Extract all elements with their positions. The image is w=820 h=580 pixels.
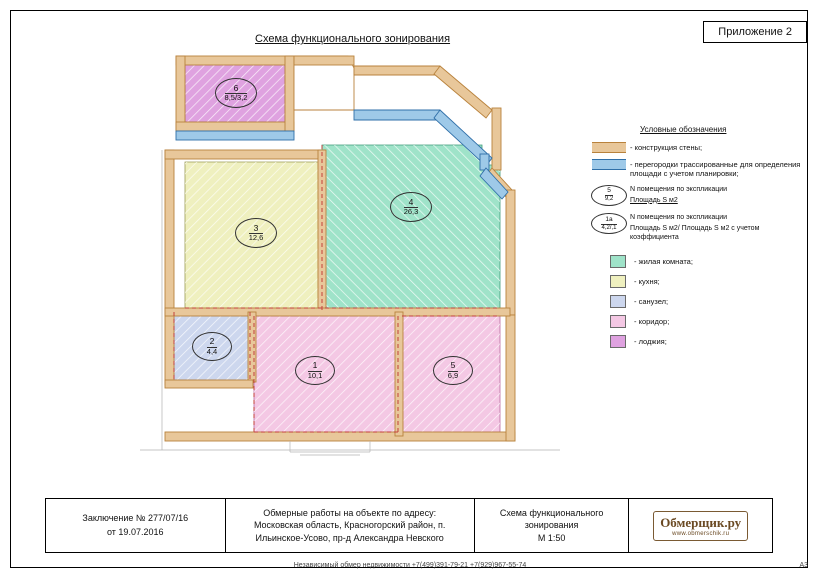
swatch-corridor <box>610 315 626 328</box>
legend-color-corridor-label: - коридор; <box>634 316 670 326</box>
marker-coeff-number: 1а <box>605 215 613 223</box>
legend-color-living-label: - жилая комната; <box>634 256 693 266</box>
company-site: www.obmerschik.ru <box>672 530 730 537</box>
legend-color-list <box>588 255 803 348</box>
legend-item-wall <box>588 142 803 153</box>
address-heading: Обмерные работы на объекте по адресу: <box>263 508 437 519</box>
marker-coeff-area: 4,2/,1 <box>601 224 617 231</box>
marker-coeff-caption-2: Площадь S м2/ Площадь S м2 с учетом коэффициента <box>630 225 760 241</box>
legend-color-loggia-label: - лоджия; <box>634 336 667 346</box>
marker-caption-1: N помещения по экспликации <box>630 185 728 193</box>
company-stamp <box>653 511 748 541</box>
legend-color-living <box>588 255 803 268</box>
legend-item-wall-label: - конструкция стены; <box>630 143 703 152</box>
legend-title: Условные обозначения <box>640 125 727 134</box>
footer <box>0 562 820 569</box>
sheet-size: A3 <box>799 562 808 569</box>
room-label-5: 5 6,9 <box>433 356 473 385</box>
footer-contacts: Независимый обмер недвижимости +7(499)391-79-21 +7(929)967-55-74 <box>293 562 527 569</box>
room-marker-icon <box>588 185 630 206</box>
marker-area: 9,2 <box>604 196 614 202</box>
room-label-3: 3 12,6 <box>235 218 277 248</box>
address-line-2: Московская область, Красногорский район, п. <box>253 520 446 531</box>
legend-color-bath <box>588 295 803 308</box>
scheme-line-2: зонирования <box>524 520 579 531</box>
room-marker-coeff-icon <box>588 213 630 234</box>
legend-marker-coeff <box>588 213 803 244</box>
marker-coeff-caption-1: N помещения по экспликации <box>630 214 728 222</box>
swatch-living <box>610 255 626 268</box>
swatch-bath <box>610 295 626 308</box>
legend <box>588 125 803 355</box>
swatch-kitchen <box>610 275 626 288</box>
room-label-6: 6 8,5/3,2 <box>215 78 257 108</box>
conclusion-cell <box>46 499 226 552</box>
marker-number: 5 <box>607 187 611 195</box>
legend-marker-simple <box>588 185 803 208</box>
page-title: Схема функционального зонирования <box>255 33 451 45</box>
scheme-scale: М 1:50 <box>537 532 566 543</box>
legend-color-corridor <box>588 315 803 328</box>
conclusion-number: Заключение № 277/07/16 <box>82 513 189 523</box>
legend-color-kitchen-label: - кухня; <box>634 276 660 286</box>
room-4-shape <box>322 145 500 310</box>
floor-plan <box>140 50 560 470</box>
legend-item-partition <box>588 159 803 179</box>
appendix-label: Приложение 2 <box>703 21 807 43</box>
legend-item-partition-label: - перегородки трассированные для определения площади с учетом планировки; <box>630 160 801 179</box>
legend-color-bath-label: - санузел; <box>634 296 669 306</box>
room-label-4: 4 26,3 <box>390 192 432 222</box>
room-label-1: 1 10,1 <box>295 356 335 385</box>
stamp-cell <box>629 499 772 552</box>
scheme-cell <box>475 499 630 552</box>
title-block <box>45 498 773 553</box>
legend-color-loggia <box>588 335 803 348</box>
conclusion-date: от 19.07.2016 <box>107 526 164 537</box>
legend-color-kitchen <box>588 275 803 288</box>
address-cell <box>226 499 475 552</box>
wall-hatch-icon <box>588 142 630 153</box>
address-line-3: Ильинское-Усово, пр-д Александра Невского <box>255 532 444 543</box>
room-label-2: 2 4,4 <box>192 332 232 361</box>
scheme-line-1: Схема функционального <box>499 508 604 519</box>
marker-caption-2: Площадь S м2 <box>630 196 678 204</box>
company-name: Обмерщик.ру <box>660 514 742 530</box>
partition-hatch-icon <box>588 159 630 170</box>
swatch-loggia <box>610 335 626 348</box>
